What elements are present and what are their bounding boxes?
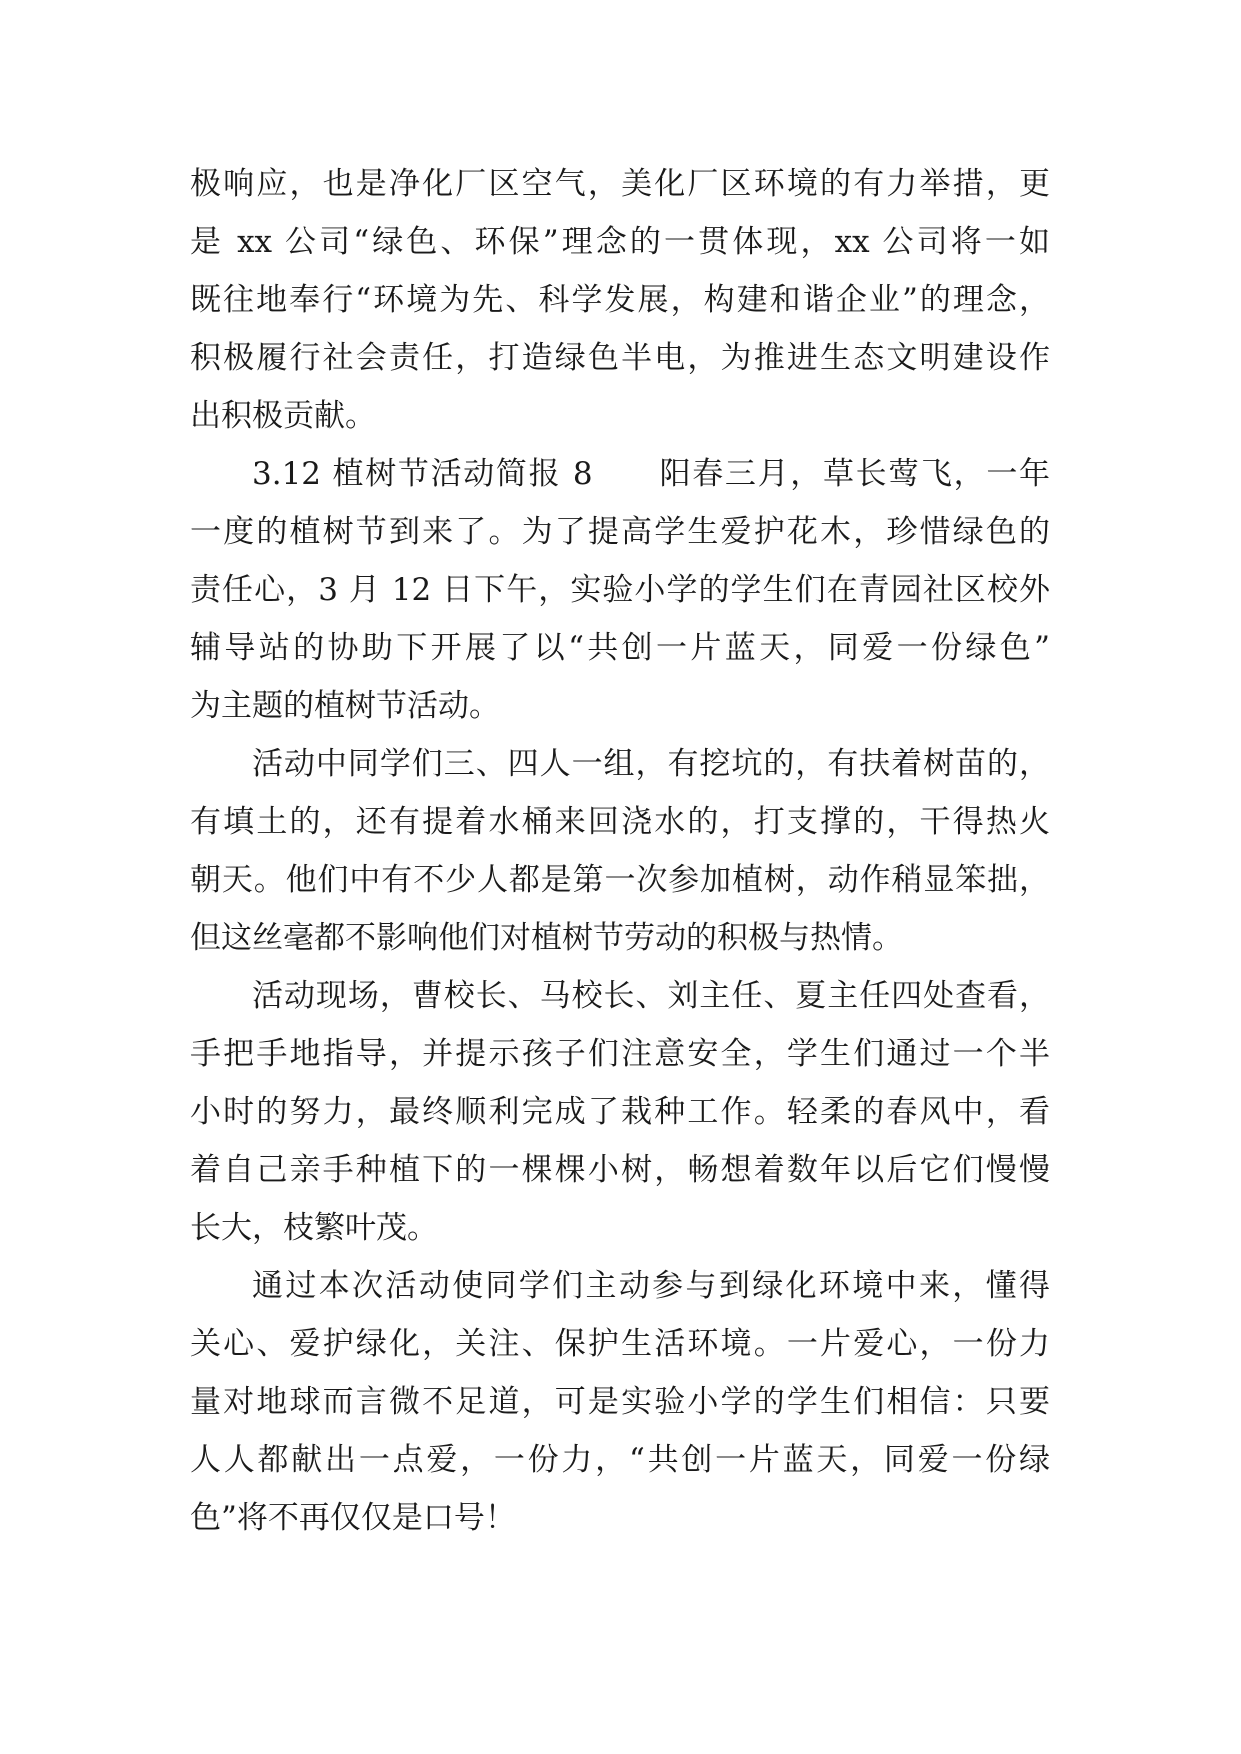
text-line: 是 xx 公司“绿色、环保”理念的一贯体现，xx 公司将一如 bbox=[190, 224, 1050, 260]
document-body bbox=[190, 155, 1050, 1547]
text-line: 积极履行社会责任，打造绿色半电，为推进生态文明建设作 bbox=[190, 340, 1050, 376]
text-line: 为主题的植树节活动。 bbox=[190, 688, 500, 724]
text-line: 小时的努力，最终顺利完成了栽种工作。轻柔的春风中，看 bbox=[190, 1094, 1050, 1130]
text-line: 一度的植树节到来了。为了提高学生爱护花木，珍惜绿色的 bbox=[190, 514, 1050, 550]
text-line: 人人都献出一点爱，一份力，“共创一片蓝天，同爱一份绿 bbox=[190, 1442, 1050, 1478]
text-line: 出积极贡献。 bbox=[190, 398, 376, 434]
paragraph-2 bbox=[190, 445, 1050, 735]
text-line: 3.12 植树节活动简报 8 阳春三月，草长莺飞，一年 bbox=[252, 456, 1050, 492]
text-line: 活动现场，曹校长、马校长、刘主任、夏主任四处查看， bbox=[252, 978, 1050, 1014]
text-line: 通过本次活动使同学们主动参与到绿化环境中来，懂得 bbox=[252, 1268, 1050, 1304]
text-line: 极响应，也是净化厂区空气，美化厂区环境的有力举措，更 bbox=[190, 166, 1050, 202]
text-line: 活动中同学们三、四人一组，有挖坑的，有扶着树苗的， bbox=[252, 746, 1050, 782]
text-line: 关心、爱护绿化，关注、保护生活环境。一片爱心，一份力 bbox=[190, 1326, 1050, 1362]
paragraph-5 bbox=[190, 1257, 1050, 1547]
text-line: 责任心，3 月 12 日下午，实验小学的学生们在青园社区校外 bbox=[190, 572, 1050, 608]
text-line: 着自己亲手种植下的一棵棵小树，畅想着数年以后它们慢慢 bbox=[190, 1152, 1050, 1188]
paragraph-4 bbox=[190, 967, 1050, 1257]
text-line: 朝天。他们中有不少人都是第一次参加植树，动作稍显笨拙， bbox=[190, 862, 1050, 898]
paragraph-1 bbox=[190, 155, 1050, 445]
text-line: 有填土的，还有提着水桶来回浇水的，打支撑的，干得热火 bbox=[190, 804, 1050, 840]
text-line: 辅导站的协助下开展了以“共创一片蓝天，同爱一份绿色” bbox=[190, 630, 1050, 666]
text-line: 长大，枝繁叶茂。 bbox=[190, 1210, 438, 1246]
text-line: 既往地奉行“环境为先、科学发展，构建和谐企业”的理念， bbox=[190, 282, 1050, 318]
text-line: 色”将不再仅仅是口号！ bbox=[190, 1500, 516, 1536]
text-line: 但这丝毫都不影响他们对植树节劳动的积极与热情。 bbox=[190, 920, 903, 956]
text-line: 量对地球而言微不足道，可是实验小学的学生们相信：只要 bbox=[190, 1384, 1050, 1420]
text-line: 手把手地指导，并提示孩子们注意安全，学生们通过一个半 bbox=[190, 1036, 1050, 1072]
paragraph-3 bbox=[190, 735, 1050, 967]
